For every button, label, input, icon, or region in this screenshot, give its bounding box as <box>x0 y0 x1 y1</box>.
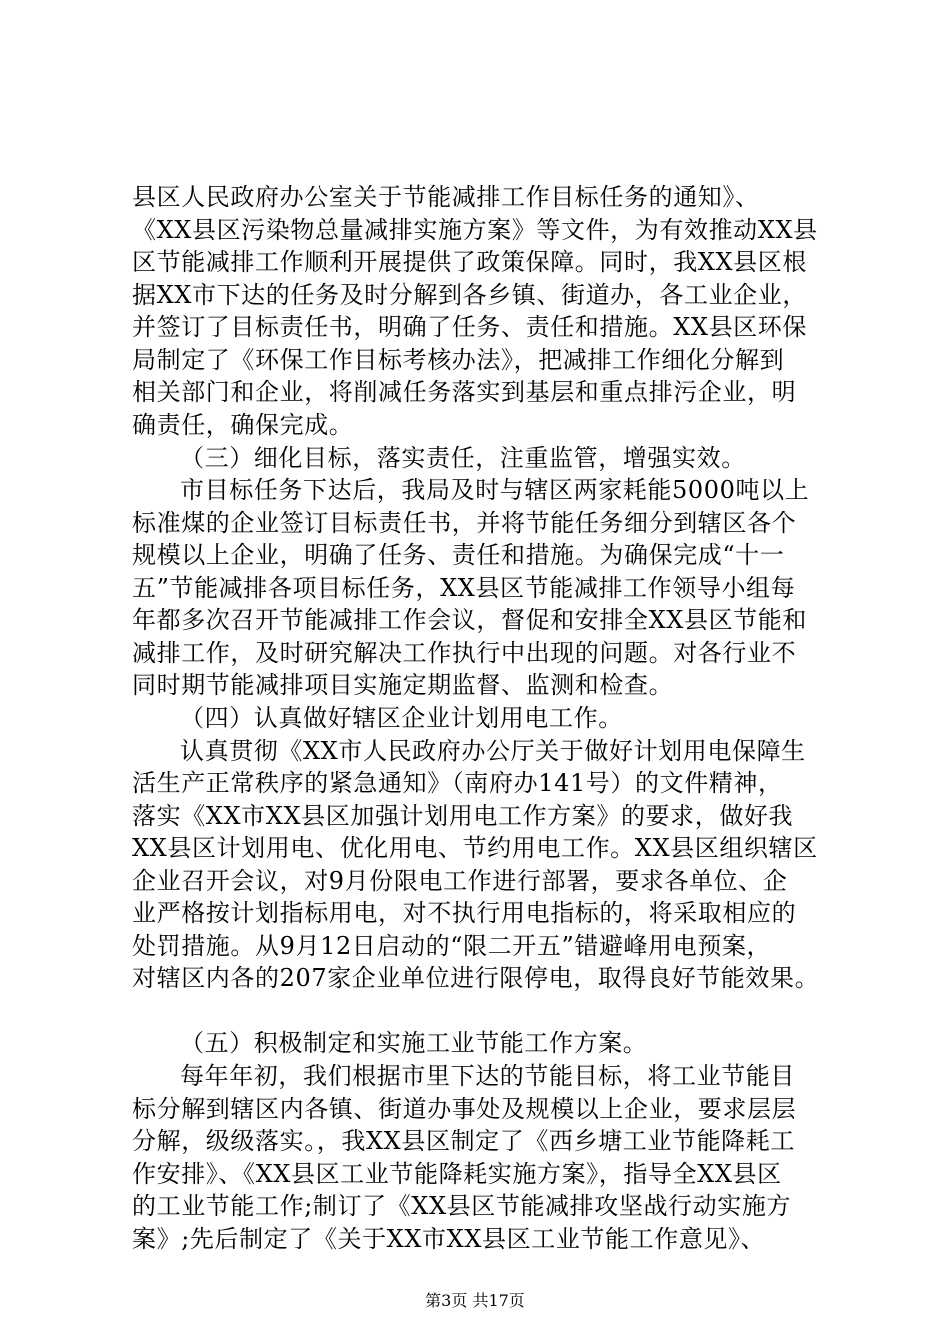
text-line: 处罚措施。从9月12日启动的“限二开五”错避峰用电预案， <box>132 932 772 960</box>
text-line: 案》;先后制定了《关于XX市XX县区工业节能工作意见》、 <box>132 1225 766 1253</box>
text-line: 对辖区内各的207家企业单位进行限停电，取得良好节能效果。 <box>132 964 820 992</box>
text-line: 五”节能减排各项目标任务，XX县区节能减排工作领导小组每 <box>132 574 796 602</box>
text-line: 市目标任务下达后，我局及时与辖区两家耗能5000吨以上 <box>180 476 810 504</box>
section-heading-4: （四）认真做好辖区企业计划用电工作。 <box>180 704 623 732</box>
text-line: 分解，级级落实。，我XX县区制定了《西乡塘工业节能降耗工 <box>132 1127 795 1155</box>
text-line: 区节能减排工作顺利开展提供了政策保障。同时，我XX县区根 <box>132 248 807 276</box>
text-line: 每年年初，我们根据市里下达的节能目标，将工业节能目 <box>180 1062 795 1090</box>
text-line: 的工业节能工作;制订了《XX县区节能减排攻坚战行动实施方 <box>132 1192 792 1220</box>
text-line: 确责任，确保完成。 <box>132 411 354 439</box>
text-line: 同时期节能减排项目实施定期监督、监测和检查。 <box>132 671 674 699</box>
text-line: 据XX市下达的任务及时分解到各乡镇、街道办，各工业企业， <box>132 281 807 309</box>
text-line: 县区人民政府办公室关于节能减排工作目标任务的通知》、 <box>132 183 760 211</box>
section-heading-3: （三）细化目标，落实责任，注重监管，增强实效。 <box>180 444 746 472</box>
text-line: 减排工作，及时研究解决工作执行中出现的问题。对各行业不 <box>132 639 797 667</box>
text-line: XX县区计划用电、优化用电、节约用电工作。XX县区组织辖区 <box>132 834 818 862</box>
text-line: 相关部门和企业，将削减任务落实到基层和重点排污企业，明 <box>132 378 797 406</box>
text-line: 标分解到辖区内各镇、街道办事处及规模以上企业，要求层层 <box>132 1095 797 1123</box>
section-heading-5: （五）积极制定和实施工业节能工作方案。 <box>180 1029 648 1057</box>
text-line: 作安排》、《XX县区工业节能降耗实施方案》，指导全XX县区 <box>132 1160 782 1188</box>
text-line: 标准煤的企业签订目标责任书，并将节能任务细分到辖区各个 <box>132 509 797 537</box>
text-line: 《XX县区污染物总量减排实施方案》等文件，为有效推动XX县 <box>132 216 818 244</box>
text-line: 活生产正常秩序的紧急通知》（南府办141号）的文件精神， <box>132 769 783 797</box>
text-line: 企业召开会议，对9月份限电工作进行部署，要求各单位、企 <box>132 867 788 895</box>
text-line: 年都多次召开节能减排工作会议，督促和安排全XX县区节能和 <box>132 606 807 634</box>
text-line: 认真贯彻《XX市人民政府办公厅关于做好计划用电保障生 <box>180 737 806 765</box>
text-line: 规模以上企业，明确了任务、责任和措施。为确保完成“十一 <box>132 541 785 569</box>
text-line: 落实《XX市XX县区加强计划用电工作方案》的要求，做好我 <box>132 802 794 830</box>
text-line: 业严格按计划指标用电，对不执行用电指标的，将采取相应的 <box>132 899 797 927</box>
text-line: 局制定了《环保工作目标考核办法》，把减排工作细化分解到 <box>132 346 785 374</box>
text-line: 并签订了目标责任书，明确了任务、责任和措施。XX县区环保 <box>132 313 807 341</box>
page-number-footer: 第3页 共17页 <box>425 1291 525 1310</box>
